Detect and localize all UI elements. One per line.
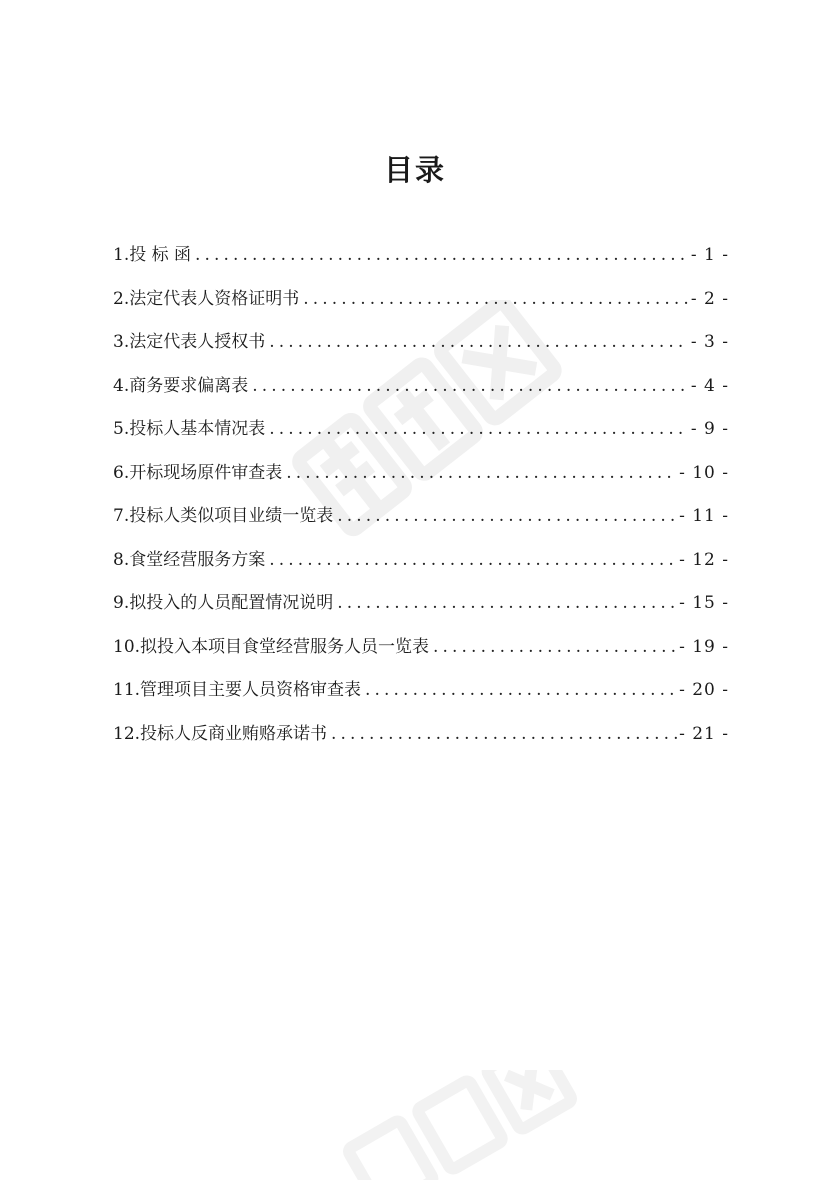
toc-leader-dots <box>365 680 677 700</box>
toc-entry[interactable] <box>113 284 729 328</box>
toc-entry[interactable] <box>113 458 729 502</box>
toc-entry-page: - 1 - <box>690 245 729 265</box>
toc-entry[interactable] <box>113 327 729 371</box>
toc-leader-dots <box>337 506 677 526</box>
toc-entry[interactable] <box>113 675 729 719</box>
toc-leader-dots <box>433 637 677 657</box>
toc-entry-label: 3.法定代表人授权书 <box>113 332 266 352</box>
toc-entry-label: 5.投标人基本情况表 <box>113 419 266 439</box>
toc-entry[interactable] <box>113 588 729 632</box>
toc-entry[interactable] <box>113 632 729 676</box>
toc-entry-label: 4.商务要求偏离表 <box>113 375 249 396</box>
watermark-logo-bottom <box>330 1070 590 1180</box>
toc-leader-dots <box>286 463 677 483</box>
toc-entry-label: 11.管理项目主要人员资格审查表 <box>113 680 362 700</box>
toc-entry-label: 6.开标现场原件审查表 <box>113 462 283 483</box>
toc-entry-page: - 12 - <box>679 549 729 570</box>
toc-entry-page: - 21 - <box>679 723 729 744</box>
toc-entry-page: - 11 - <box>679 506 729 526</box>
toc-leader-dots <box>269 550 677 570</box>
toc-leader-dots <box>331 724 677 744</box>
toc-entry-page: - 3 - <box>690 332 729 352</box>
toc-entry-page: - 20 - <box>679 680 729 700</box>
toc-leader-dots <box>303 289 689 309</box>
toc-entry-page: - 2 - <box>690 288 729 309</box>
toc-entry-label: 9.拟投入的人员配置情况说明 <box>113 593 334 613</box>
toc-leader-dots <box>269 419 689 439</box>
toc-leader-dots <box>269 332 689 352</box>
toc-entry-label: 1.投 标 函 <box>113 245 192 265</box>
toc-entry[interactable] <box>113 240 729 284</box>
table-of-contents <box>113 240 729 762</box>
toc-entry-label: 7.投标人类似项目业绩一览表 <box>113 506 334 526</box>
toc-entry-label: 8.食堂经营服务方案 <box>113 549 266 570</box>
toc-leader-dots <box>337 593 677 613</box>
toc-entry[interactable] <box>113 371 729 415</box>
toc-leader-dots <box>252 376 689 396</box>
toc-entry-page: - 15 - <box>679 593 729 613</box>
toc-entry-label: 10.拟投入本项目食堂经营服务人员一览表 <box>113 636 430 657</box>
toc-entry[interactable] <box>113 719 729 763</box>
toc-leader-dots <box>195 245 689 265</box>
toc-entry-page: - 4 - <box>690 375 729 396</box>
page-title: 目录 <box>383 153 446 187</box>
toc-entry[interactable] <box>113 414 729 458</box>
toc-entry-label: 2.法定代表人资格证明书 <box>113 288 300 309</box>
toc-entry-label: 12.投标人反商业贿赂承诺书 <box>113 723 328 744</box>
toc-entry-page: - 10 - <box>679 462 729 483</box>
toc-entry[interactable] <box>113 501 729 545</box>
toc-entry-page: - 9 - <box>690 419 729 439</box>
toc-entry[interactable] <box>113 545 729 589</box>
toc-entry-page: - 19 - <box>679 636 729 657</box>
